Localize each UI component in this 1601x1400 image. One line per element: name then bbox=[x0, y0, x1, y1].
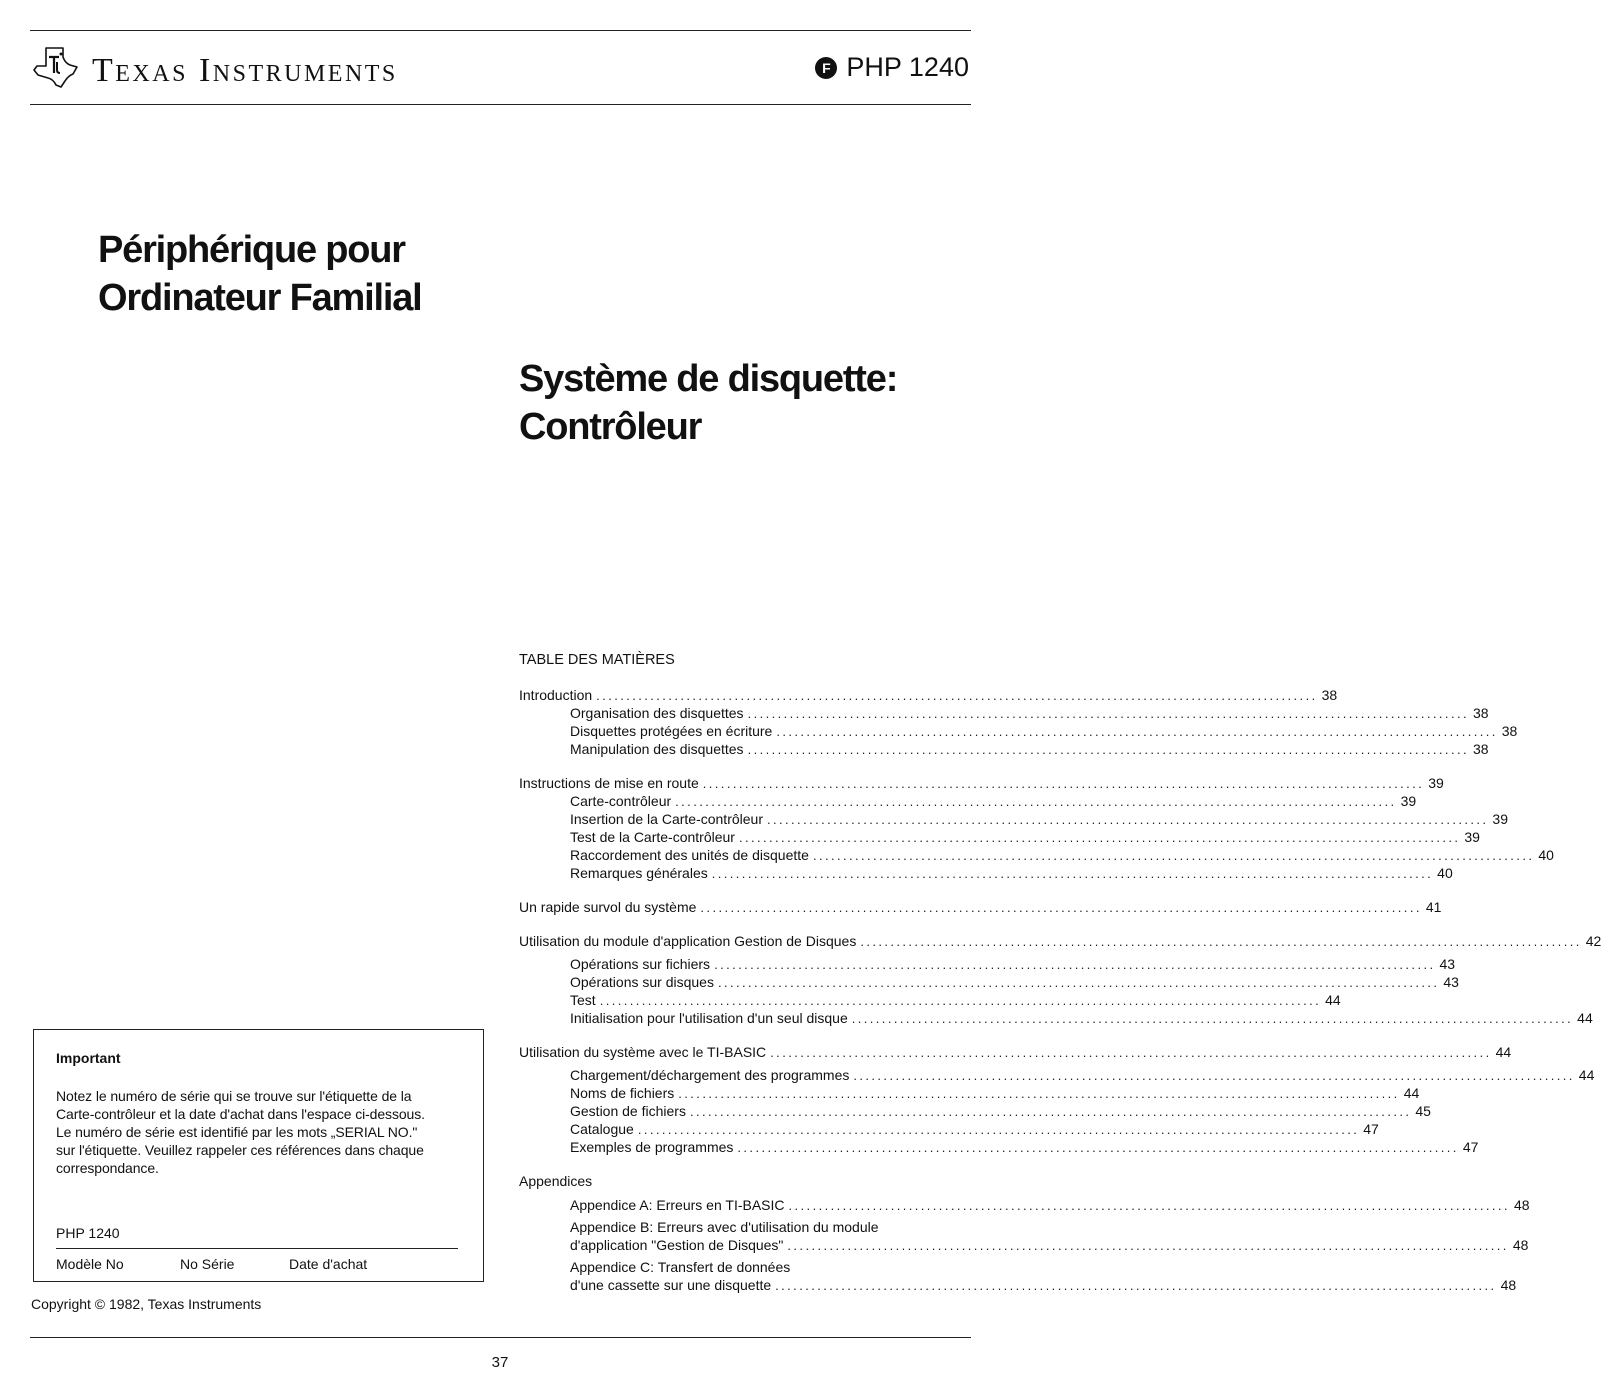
toc-subentry bbox=[519, 955, 1456, 973]
toc-entry-label: Introduction bbox=[519, 687, 593, 703]
toc-subentry bbox=[519, 810, 1508, 828]
toc-page-number: 38 bbox=[1472, 705, 1489, 721]
purchase-date-field: Date d'achat bbox=[289, 1256, 368, 1272]
toc-entry-label: Manipulation des disquettes bbox=[570, 741, 744, 757]
toc-appendix-line bbox=[570, 1276, 1517, 1294]
important-body bbox=[56, 1087, 466, 1177]
toc-entry-label: Carte-contrôleur bbox=[570, 793, 672, 809]
toc-section bbox=[519, 932, 1601, 1027]
toc-subentry bbox=[519, 740, 1489, 758]
toc-subentry bbox=[519, 722, 1518, 740]
toc-subentry bbox=[519, 973, 1459, 991]
toc-entry-label: Noms de fichiers bbox=[570, 1085, 675, 1101]
toc-section bbox=[519, 774, 1554, 882]
dot-leader: ........................................................................................................................ bbox=[675, 794, 1397, 809]
toc-appendix-entry bbox=[519, 1218, 1529, 1254]
toc-entry bbox=[519, 1043, 1512, 1061]
dot-leader: ........................................................................................................................ bbox=[737, 1140, 1459, 1155]
important-body-line: correspondance. bbox=[56, 1160, 159, 1176]
subtitle-line: Système de disquette: bbox=[519, 358, 898, 400]
toc-entry-label: Appendice C: Transfert de données bbox=[570, 1259, 791, 1275]
toc-section bbox=[519, 686, 1518, 758]
dot-leader: ........................................................................................................................ bbox=[678, 1086, 1400, 1101]
toc-page-number: 48 bbox=[1513, 1197, 1530, 1213]
toc-subentry bbox=[519, 792, 1417, 810]
toc-subentry bbox=[519, 864, 1453, 882]
toc-page-number: 43 bbox=[1439, 956, 1456, 972]
dot-leader: ........................................................................................................................ bbox=[788, 1198, 1510, 1213]
dot-leader: ........................................................................................................................ bbox=[689, 1104, 1412, 1119]
toc-appendix-line bbox=[570, 1236, 1529, 1254]
toc-entry-label: Raccordement des unités de disquette bbox=[570, 847, 809, 863]
toc-entry-label: Disquettes protégées en écriture bbox=[570, 723, 773, 739]
dot-leader: ........................................................................................................................ bbox=[747, 706, 1469, 721]
dot-leader: ........................................................................................................................ bbox=[596, 688, 1318, 703]
toc-entry-label: Initialisation pour l'utilisation d'un seul disque bbox=[570, 1010, 848, 1026]
toc-page-number: 40 bbox=[1437, 865, 1453, 881]
model-number: PHP 1240 bbox=[846, 52, 969, 82]
toc-entry-label: Test bbox=[570, 992, 596, 1008]
toc-page-number: 42 bbox=[1585, 933, 1601, 949]
toc-entry-label: Utilisation du système avec le TI-BASIC bbox=[519, 1044, 767, 1060]
dot-leader: ........................................................................................................................ bbox=[767, 812, 1489, 827]
main-title-line: Ordinateur Familial bbox=[98, 277, 422, 319]
toc-page-number: 44 bbox=[1578, 1067, 1595, 1083]
dot-leader: ........................................................................................................................ bbox=[860, 934, 1582, 949]
subtitle-line: Contrôleur bbox=[519, 406, 702, 448]
toc-appendix-entry bbox=[519, 1196, 1530, 1214]
dot-leader: ........................................................................................................................ bbox=[700, 900, 1422, 915]
dot-leader: ........................................................................................................................ bbox=[702, 776, 1425, 791]
model-number-field: Modèle No bbox=[56, 1256, 124, 1272]
dot-leader: ........................................................................................................................ bbox=[637, 1122, 1360, 1137]
toc-page-number: 47 bbox=[1462, 1139, 1479, 1155]
toc-subentry bbox=[519, 1102, 1431, 1120]
toc-page-number: 39 bbox=[1464, 829, 1480, 845]
header-rule bbox=[30, 104, 971, 105]
table-of-contents bbox=[519, 652, 1601, 1310]
toc-entry-label: Organisation des disquettes bbox=[570, 705, 744, 721]
main-title-line: Périphérique pour bbox=[98, 229, 405, 271]
toc-entry-label: Test de la Carte-contrôleur bbox=[570, 829, 735, 845]
toc-entry bbox=[519, 932, 1601, 950]
toc-page-number: 44 bbox=[1495, 1044, 1512, 1060]
toc-page-number: 39 bbox=[1400, 793, 1417, 809]
texas-instruments-logo-icon bbox=[32, 44, 78, 90]
toc-page-number: 48 bbox=[1512, 1237, 1529, 1253]
toc-entry-label: Insertion de la Carte-contrôleur bbox=[570, 811, 763, 827]
page-header bbox=[30, 42, 971, 96]
toc-entry-label: Remarques générales bbox=[570, 865, 708, 881]
dot-leader: ........................................................................................................................ bbox=[776, 724, 1498, 739]
main-title bbox=[98, 226, 422, 322]
language-badge: F bbox=[815, 57, 837, 79]
toc-page-number: 39 bbox=[1428, 775, 1444, 791]
toc-subentry bbox=[519, 1084, 1420, 1102]
toc-entry bbox=[519, 686, 1338, 704]
toc-entry-label: Un rapide survol du système bbox=[519, 899, 697, 915]
toc-section bbox=[519, 1043, 1595, 1156]
toc-entry-label: Instructions de mise en route bbox=[519, 775, 699, 791]
toc-page-number: 44 bbox=[1325, 992, 1341, 1008]
important-notice-box bbox=[33, 1029, 484, 1282]
toc-page-number: 45 bbox=[1415, 1103, 1431, 1119]
toc-appendix-entry bbox=[519, 1258, 1517, 1294]
toc-entry-label: Opérations sur disques bbox=[570, 974, 714, 990]
toc-entry-label: Gestion de fichiers bbox=[570, 1103, 686, 1119]
important-body-line: Le numéro de série est identifié par les mots „SERIAL NO." bbox=[56, 1124, 418, 1140]
toc-entry-label: Appendice B: Erreurs avec d'utilisation du module bbox=[570, 1219, 879, 1235]
model-heading bbox=[815, 52, 969, 83]
toc-entry-label: Catalogue bbox=[570, 1121, 634, 1137]
toc-subentry bbox=[519, 1120, 1379, 1138]
dot-leader: ........................................................................................................................ bbox=[851, 1011, 1574, 1026]
toc-page-number: 48 bbox=[1500, 1277, 1517, 1293]
dot-leader: ........................................................................................................................ bbox=[775, 1278, 1497, 1293]
toc-page-number: 43 bbox=[1443, 974, 1459, 990]
dot-leader: ........................................................................................................................ bbox=[599, 993, 1322, 1008]
important-model: PHP 1240 bbox=[56, 1225, 120, 1241]
toc-subentry bbox=[519, 1138, 1479, 1156]
toc-appendices bbox=[519, 1172, 1530, 1294]
toc-entry-label: Exemples de programmes bbox=[570, 1139, 734, 1155]
toc-page-number: 44 bbox=[1577, 1010, 1593, 1026]
dot-leader: ........................................................................................................................ bbox=[738, 830, 1461, 845]
toc-entry-label: d'application "Gestion de Disques" bbox=[570, 1237, 784, 1253]
toc-entry bbox=[519, 774, 1444, 792]
form-rule bbox=[56, 1248, 458, 1249]
toc-page-number: 40 bbox=[1538, 847, 1554, 863]
top-rule bbox=[30, 30, 971, 31]
important-body-line: Carte-contrôleur et la date d'achat dans l'espace ci-dessous. bbox=[56, 1106, 425, 1122]
toc-entry-label: Appendice A: Erreurs en TI-BASIC bbox=[570, 1197, 785, 1213]
toc-page-number: 47 bbox=[1363, 1121, 1379, 1137]
serial-number-field: No Série bbox=[180, 1256, 235, 1272]
toc-subentry bbox=[519, 1009, 1593, 1027]
toc-subentry bbox=[519, 846, 1554, 864]
toc-page-number: 38 bbox=[1321, 687, 1338, 703]
toc-subentry bbox=[519, 828, 1480, 846]
footer-rule bbox=[30, 1337, 971, 1338]
toc-entry-label: Chargement/déchargement des programmes bbox=[570, 1067, 850, 1083]
important-title: Important bbox=[56, 1050, 121, 1066]
toc-title: TABLE DES MATIÈRES bbox=[519, 652, 675, 668]
toc-subentry bbox=[519, 991, 1341, 1009]
dot-leader: ........................................................................................................................ bbox=[711, 866, 1434, 881]
toc-subentry bbox=[519, 1066, 1595, 1084]
dot-leader: ........................................................................................................................ bbox=[812, 848, 1535, 863]
dot-leader: ........................................................................................................................ bbox=[853, 1068, 1575, 1083]
dot-leader: ........................................................................................................................ bbox=[717, 975, 1440, 990]
dot-leader: ........................................................................................................................ bbox=[770, 1045, 1492, 1060]
brand-name: Texas Instruments bbox=[92, 52, 398, 89]
important-body-line: sur l'étiquette. Veuillez rappeler ces références dans chaque bbox=[56, 1142, 424, 1158]
toc-section bbox=[519, 898, 1442, 916]
appendices-heading: Appendices bbox=[519, 1173, 593, 1189]
toc-appendix-line bbox=[570, 1196, 1530, 1214]
toc-page-number: 39 bbox=[1492, 811, 1508, 827]
toc-entry-label: d'une cassette sur une disquette bbox=[570, 1277, 772, 1293]
toc-page-number: 38 bbox=[1472, 741, 1489, 757]
toc-entry-label: Opérations sur fichiers bbox=[570, 956, 711, 972]
dot-leader: ........................................................................................................................ bbox=[747, 742, 1469, 757]
dot-leader: ........................................................................................................................ bbox=[714, 957, 1436, 972]
important-body-line: Notez le numéro de série qui se trouve sur l'étiquette de la bbox=[56, 1088, 412, 1104]
page-number: 37 bbox=[491, 1354, 509, 1371]
copyright-notice: Copyright © 1982, Texas Instruments bbox=[31, 1296, 262, 1312]
toc-page-number: 44 bbox=[1403, 1085, 1420, 1101]
toc-page-number: 38 bbox=[1501, 723, 1518, 739]
toc-subentry bbox=[519, 704, 1489, 722]
dot-leader: ........................................................................................................................ bbox=[787, 1238, 1509, 1253]
toc-page-number: 41 bbox=[1425, 899, 1442, 915]
toc-entry bbox=[519, 898, 1442, 916]
subtitle bbox=[519, 355, 897, 451]
toc-entry-label: Utilisation du module d'application Gestion de Disques bbox=[519, 933, 857, 949]
